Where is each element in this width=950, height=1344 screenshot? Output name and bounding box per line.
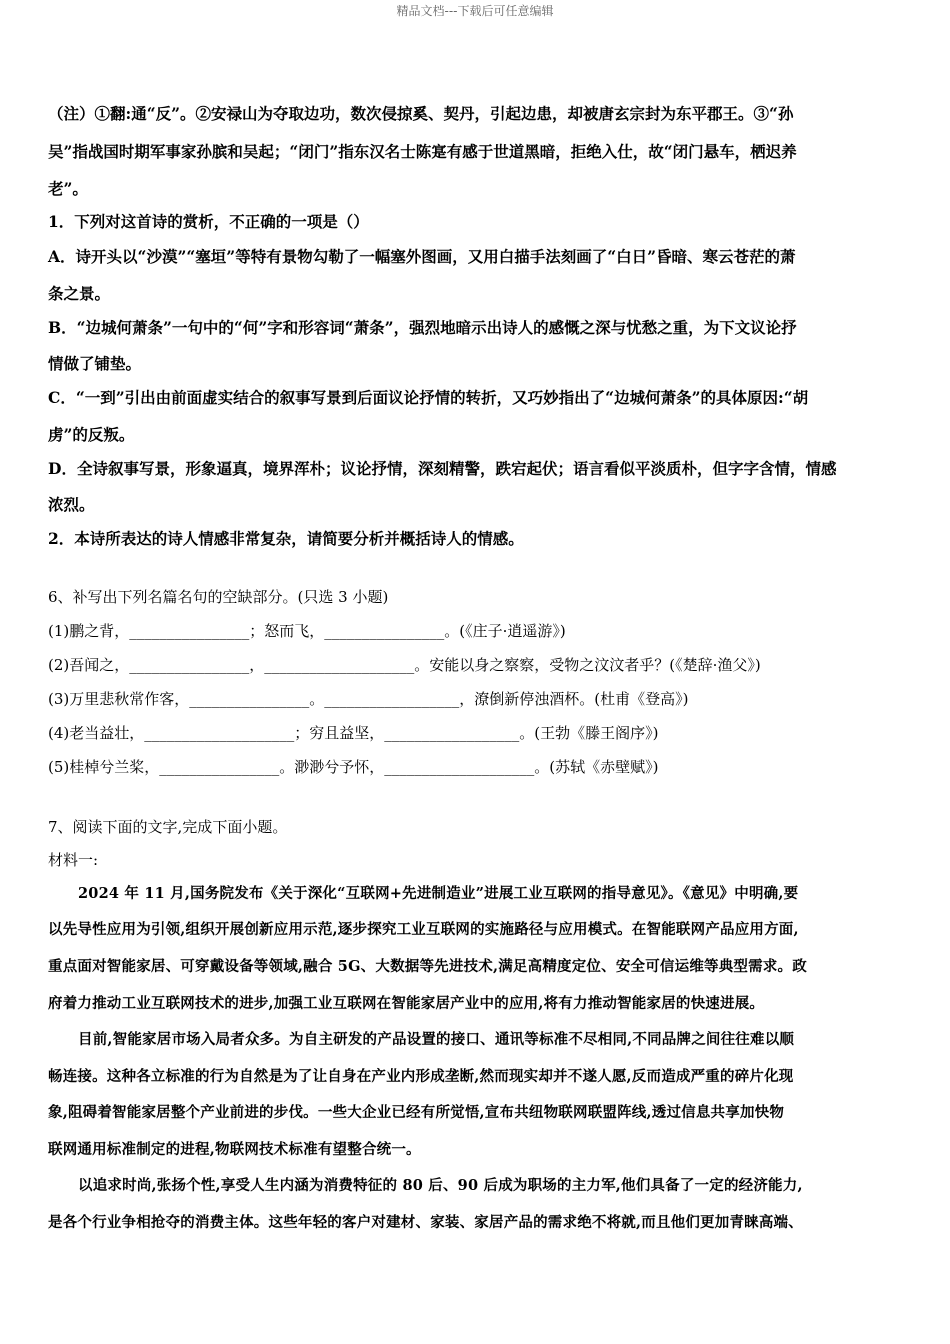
- material-title: 材料一:: [48, 851, 99, 869]
- material-paragraph-line: 府着力推动工业互联网技术的进步,加强工业互联网在智能家居产业中的应用,将有力推动智能家居的快速进展。: [48, 995, 765, 1012]
- material-paragraph-line: 以追求时尚,张扬个性,享受人生内涵为消费特征的 80 后、90 后成为职场的主力军,他们具备了一定的经济能力,: [78, 1177, 803, 1194]
- option-d-cont: 浓烈。: [48, 495, 95, 514]
- question-7-stem: 7、阅读下面的文字,完成下面小题。: [48, 818, 288, 836]
- note-line: （注）①翻:通“反”。②安禄山为夺取边功，数次侵掠奚、契丹，引起边患，却被唐玄宗封为东平郡王。③“孙: [48, 104, 794, 123]
- question-6-stem: 6、补写出下列名篇名句的空缺部分。(只选 3 小题): [48, 588, 389, 606]
- material-paragraph-line: 2024 年 11 月,国务院发布《关于深化“互联网+先进制造业”进展工业互联网的指导意见》。《意见》中明确,要: [78, 885, 799, 902]
- material-paragraph-line: 是各个行业争相抢夺的消费主体。这些年轻的客户对建材、家装、家居产品的需求绝不将就,而且他们更加青睐高端、: [48, 1214, 803, 1231]
- option-b: B．“边城何萧条”一句中的“何”字和形容词“萧条”，强烈地暗示出诗人的感慨之深与忧愁之重，为下文议论抒: [48, 318, 797, 337]
- option-a: A．诗开头以“沙漠”“塞垣”等特有景物勾勒了一幅塞外图画，又用白描手法刻画了“白日”昏暗、寒云苍茫的萧: [48, 247, 796, 266]
- material-paragraph-line: 象,阻碍着智能家居整个产业前进的步伐。一些大企业已经有所觉悟,宣布共纽物联网联盟阵线,透过信息共享加快物: [48, 1104, 785, 1121]
- option-c-cont: 虏”的反叛。: [48, 425, 135, 444]
- note-line: 老”。: [48, 179, 88, 198]
- fill-item-4: (4)老当益壮，____________________；穷且益坚，__________________。(王勃《滕王阁序》): [48, 724, 659, 742]
- material-paragraph-line: 目前,智能家居市场入局者众多。为自主研发的产品设置的接口、通讯等标准不尽相同,不同品牌之间往往难以顺: [78, 1031, 795, 1048]
- material-paragraph-line: 重点面对智能家居、可穿戴设备等领域,融合 5G、大数据等先进技术,满足高精度定位、安全可信运维等典型需求。政: [48, 958, 807, 975]
- note-line: 吴”指战国时期军事家孙膑和吴起；“闭门”指东汉名士陈寔有感于世道黑暗，拒绝入仕，故“闭门悬车，栖迟养: [48, 142, 797, 161]
- option-d: D．全诗叙事写景，形象逼真，境界浑朴；议论抒情，深刻精警，跌宕起伏；语言看似平淡质朴，但字字含情，情感: [48, 459, 837, 478]
- option-b-cont: 情做了铺垫。: [48, 354, 142, 373]
- fill-item-1: (1)鹏之背，________________；怒而飞，________________。(《庄子·逍遥游》): [48, 622, 566, 640]
- fill-item-5: (5)桂棹兮兰桨，________________。渺渺兮予怀，____________________。(苏轼《赤壁赋》): [48, 758, 659, 776]
- option-a-cont: 条之景。: [48, 284, 111, 303]
- material-paragraph-line: 以先导性应用为引领,组织开展创新应用示范,逐步探究工业互联网的实施路径与应用模式。在智能联网产品应用方面,: [48, 921, 799, 938]
- question-1-stem: 1．下列对这首诗的赏析，不正确的一项是（）: [48, 212, 369, 231]
- fill-item-2: (2)吾闻之，________________，____________________。安能以身之察察，受物之汶汶者乎？(《楚辞·渔父》): [48, 656, 761, 674]
- material-paragraph-line: 畅连接。这种各立标准的行为自然是为了让自身在产业内形成垄断,然而现实却并不遂人愿,反而造成严重的碎片化现: [48, 1068, 794, 1085]
- question-2-stem: 2．本诗所表达的诗人情感非常复杂，请简要分析并概括诗人的情感。: [48, 529, 524, 548]
- page-header: 精品文档---下载后可任意编辑: [396, 4, 554, 18]
- material-paragraph-line: 联网通用标准制定的进程,物联网技术标准有望整合统一。: [48, 1141, 421, 1158]
- fill-item-3: (3)万里悲秋常作客，________________。__________________，潦倒新停浊酒杯。(杜甫《登高》): [48, 690, 689, 708]
- option-c: C．“一到”引出由前面虚实结合的叙事写景到后面议论抒情的转折，又巧妙指出了“边城何萧条”的具体原因:“胡: [48, 388, 809, 407]
